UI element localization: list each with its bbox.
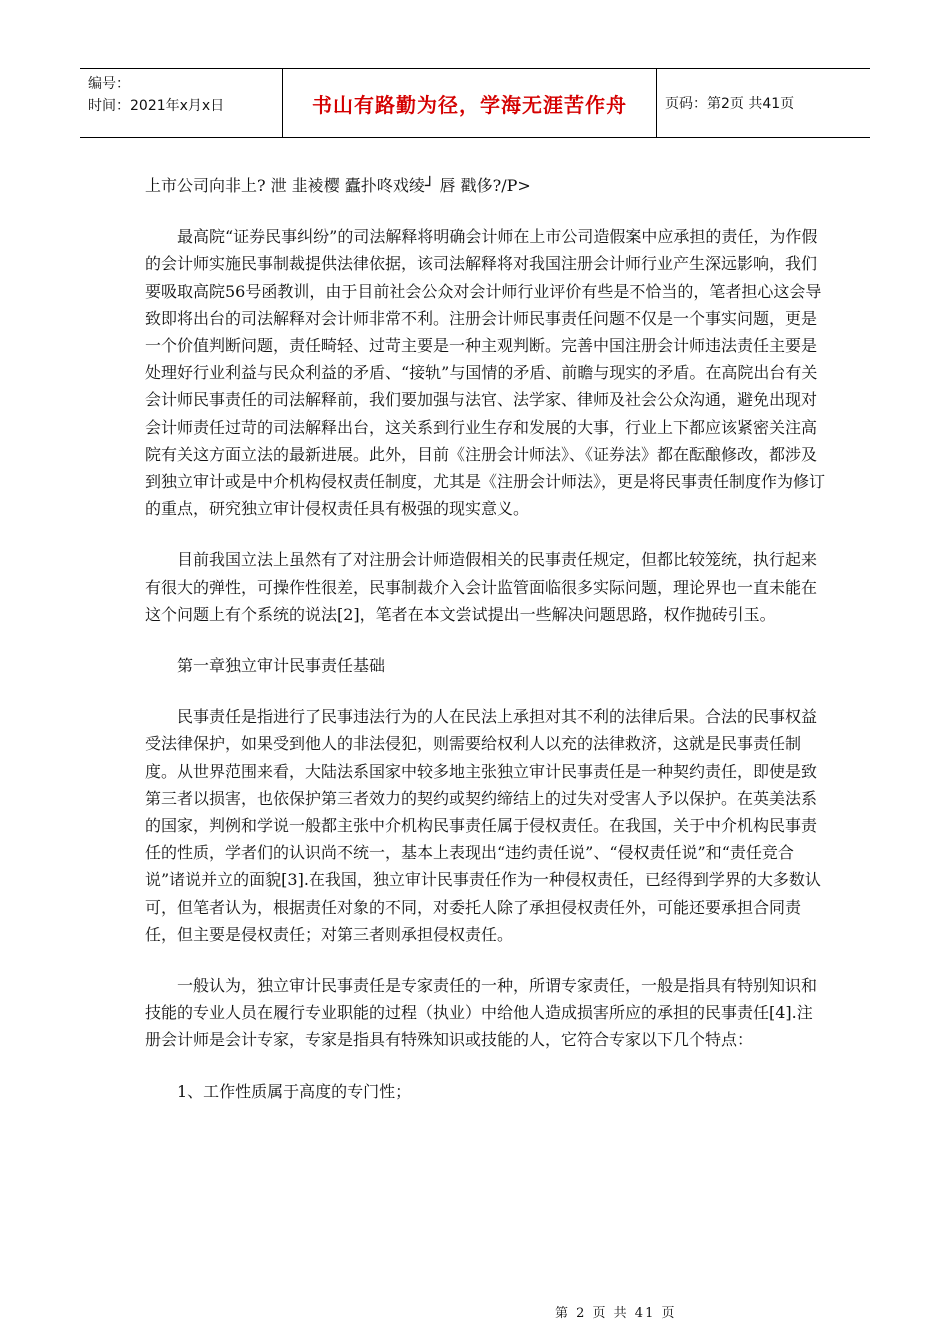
list-item: 1、工作性质属于高度的专门性； <box>177 1081 412 1101</box>
page-info-text: 页码：第2页 共41页 <box>665 96 795 112</box>
header-meta <box>80 69 282 137</box>
document-body <box>145 172 825 1129</box>
paragraph: 最高院“证券民事纠纷”的司法解释将明确会计师在上市公司造假案中应承担的责任，为作假的会计师实施民事制裁提供法律依据，该司法解释将对我国注册会计师行业产生深远影响，我们要吸取高院56号函教训，由于目前社会公众对会计师行业评价有些是不恰当的，笔者担心这会导致即将出台的司法解释对会计师非常不利。注册会计师民事责任问题不仅是一个事实问题，更是一个价值判断问题，责任畸轻、过苛主要是一种主观判断。完善中国注册会计师违法责任主要是处理好行业利益与民众利益的矛盾、“接轨”与国情的矛盾、前瞻与现实的矛盾。在高院出台有关会计师民事责任的司法解释前，我们要加强与法官、法学家、律师及社会公众沟通，避免出现对会计师责任过苛的司法解释出台，这关系到行业生存和发展的大事，行业上下都应该紧密关注高院有关这方面立法的最新进展。此外，目前《注册会计师法》、《证券法》都在酝酿修改，都涉及到独立审计或是中介机构侵权责任制度，尤其是《注册会计师法》，更是将民事责任制度作为修订的重点，研究独立审计侵权责任具有极强的现实意义。 <box>145 227 826 519</box>
paragraph: 民事责任是指进行了民事违法行为的人在民法上承担对其不利的法律后果。合法的民事权益受法律保护，如果受到他人的非法侵犯，则需要给权利人以充的法律救济，这就是民事责任制度。从世界范围来看，大陆法系国家中较多地主张独立审计民事责任是一种契约责任，即使是致第三者以损害，也依保护第三者效力的契约或契约缔结上的过失对受害人予以保护。在英美法系的国家，判例和学说一般都主张中介机构民事责任属于侵权责任。在我国，关于中介机构民事责任的性质，学者们的认识尚不统一，基本上表现出“违约责任说”、“侵权责任说”和“责任竞合说”诸说并立的面貌[3].在我国，独立审计民事责任作为一种侵权责任，已经得到学界的大多数认可，但笔者认为，根据责任对象的不同，对委托人除了承担侵权责任外，可能还要承担合同责任，但主要是侵权责任；对第三者则承担侵权责任。 <box>145 707 821 944</box>
paragraph: 目前我国立法上虽然有了对注册会计师造假相关的民事责任规定，但都比较笼统，执行起来有很大的弹性，可操作性很差，民事制裁介入会计监管面临很多实际问题，理论界也一直未能在这个问题上有个系统的说法[2]，笔者在本文尝试提出一些解决问题思路，权作抛砖引玉。 <box>145 550 818 624</box>
header-motto-cell <box>282 69 657 137</box>
header-page-info <box>657 69 870 137</box>
paragraph: 一般认为，独立审计民事责任是专家责任的一种，所谓专家责任，一般是指具有特别知识和技能的专业人员在履行专业职能的过程（执业）中给他人造成损害所应的承担的民事责任[4].注册会计师是会计专家，专家是指具有特殊知识或技能的人，它符合专家以下几个特点： <box>145 976 818 1050</box>
page-footer: 第 2 页 共 41 页 <box>555 1306 677 1321</box>
time-label: 时间：2021年x月x日 <box>88 98 225 114</box>
chapter-heading: 第一章独立审计民事责任基础 <box>177 656 386 676</box>
document-header <box>80 68 870 138</box>
garbled-title: 上市公司向非上? 泄 韭裬樱 蠹扑咚戏绫┘ 唇 戳侈?/P> <box>145 176 531 195</box>
motto-text: 书山有路勤为径，学海无涯苦作舟 <box>312 92 627 117</box>
serial-label: 编号： <box>88 76 130 92</box>
